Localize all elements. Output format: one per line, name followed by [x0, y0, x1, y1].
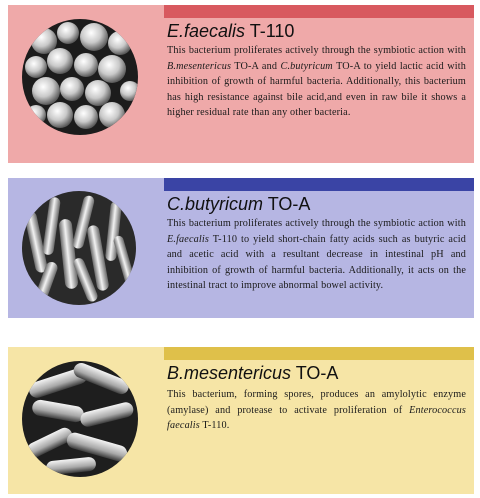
- accent-band: [164, 5, 474, 18]
- species-name: Enterococcus faecalis: [167, 404, 466, 432]
- accent-band: [164, 178, 474, 191]
- section-c-butyricum: [8, 178, 474, 318]
- rod-bacteria-micrograph-icon: [22, 191, 136, 305]
- description-text: T-110 to yield short-chain fatty acids such as butyric acid and acetic acid with a resultant decrease in intestinal pH and inhibition of growth of harmful bacteria. Additionally, it acts on the intestinal tract to improve abnormal bowel activity.: [167, 233, 466, 292]
- title-strain: TO-A: [263, 194, 311, 214]
- title-strain: T-110: [245, 21, 295, 41]
- title-species: E.faecalis: [167, 21, 246, 41]
- description-text: T-110.: [199, 420, 230, 432]
- title-species: C.butyricum: [167, 194, 264, 214]
- species-name: B.mesentericus: [167, 60, 232, 72]
- description-text: This bacterium, forming spores, produces an amylolytic enzyme (amylase) and protease to activate proliferation of: [167, 389, 466, 416]
- section-title: [167, 21, 464, 42]
- description-text: TO-A to yield lactic acid with inhibition of growth of harmful bacteria. Additionally, this bacterium has high resistance against bile acid,and even in raw bile it shows a higher residual rate than any other bacteria.: [167, 60, 466, 119]
- species-name: C.butyricum: [280, 60, 333, 72]
- section-description: [167, 216, 466, 294]
- coccus-micrograph-icon: [22, 19, 138, 135]
- section-e-faecalis: [8, 5, 474, 163]
- description-text: TO-A and: [231, 60, 281, 72]
- section-description: [167, 43, 466, 121]
- title-strain: TO-A: [291, 363, 339, 383]
- description-text: This bacterium proliferates actively through the symbiotic action with: [167, 218, 466, 229]
- section-b-mesentericus: [8, 347, 474, 494]
- section-title: [167, 363, 464, 384]
- section-title: [167, 194, 464, 215]
- accent-band: [164, 347, 474, 360]
- title-species: B.mesentericus: [167, 363, 292, 383]
- description-text: This bacterium proliferates actively through the symbiotic action with: [167, 45, 466, 56]
- section-description: [167, 387, 466, 434]
- species-name: E.faecalis: [167, 233, 209, 245]
- spore-rod-micrograph-icon: [22, 361, 138, 477]
